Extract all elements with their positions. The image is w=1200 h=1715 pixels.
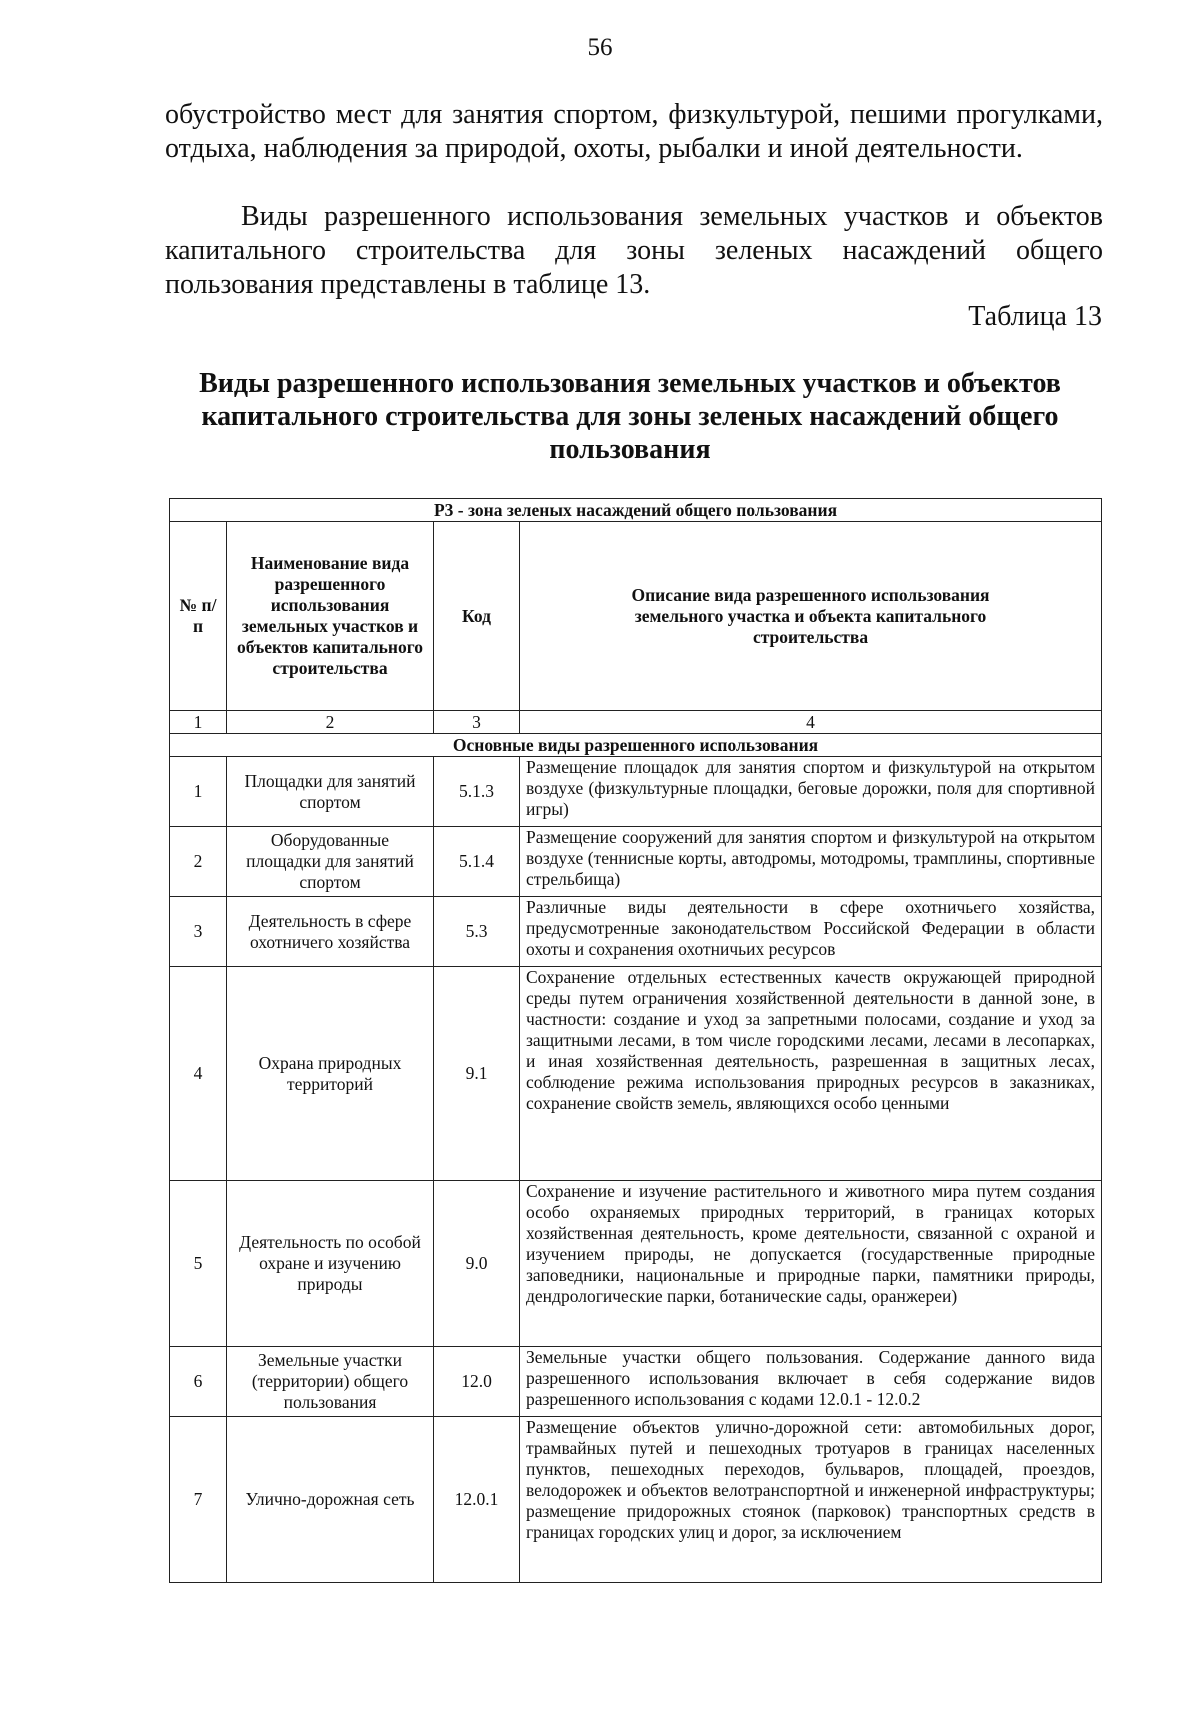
- row-desc: Размещение сооружений для занятия спортом и физкультурой на открытом воздухе (теннисные корты, автодромы, мотодромы, трамплины, спортивные стрельбища): [520, 827, 1102, 897]
- row-desc: Земельные участки общего пользования. Содержание данного вида разрешенного использования включает в себя содержание видов разрешенного использования с кодами 12.0.1 - 12.0.2: [520, 1347, 1102, 1417]
- row-num: 3: [170, 897, 227, 967]
- row-desc: Сохранение и изучение растительного и животного мира путем создания особо охраняемых природных территорий, в границах которых хозяйственная деятельность, кроме деятельности, связанной с охраной и изучением природы, не допускается (государственные природные заповедники, национальные и природные парки, памятники природы, дендрологические парки, ботанические сады, оранжереи): [520, 1181, 1102, 1347]
- row-desc: Различные виды деятельности в сфере охотничьего хозяйства, предусмотренные законодательством Российской Федерации в области охоты и сохранения охотничьих ресурсов: [520, 897, 1102, 967]
- row-name: Оборудованные площадки для занятий спортом: [227, 827, 434, 897]
- row-num: 4: [170, 967, 227, 1181]
- table-label: Таблица 13: [968, 301, 1102, 332]
- table-row: [170, 967, 1102, 1181]
- table-row: [170, 1417, 1102, 1583]
- row-code: 5.1.4: [434, 827, 520, 897]
- zone-header-cell: Р3 - зона зеленых насаждений общего пользования: [170, 499, 1102, 522]
- row-desc: Размещение площадок для занятия спортом и физкультурой на открытом воздухе (физкультурные площадки, беговые дорожки, поля для спортивной игры): [520, 757, 1102, 827]
- row-desc: Сохранение отдельных естественных качеств окружающей природной среды путем ограничения хозяйственной деятельности в данной зоне, в частности: создание и уход за запретными полосами, создание и уход за защитными лесами, в том числе городскими лесами, лесами в лесопарках, и иная хозяйственная деятельность, разрешенная в защитных лесах, соблюдение режима использования природных ресурсов в заказниках, сохранение свойств земель, являющихся особо ценными: [520, 967, 1102, 1181]
- table-row: [170, 757, 1102, 827]
- intro-paragraph: обустройство мест для занятия спортом, физкультурой, пешими прогулками, отдыха, наблюдения за природой, охоты, рыбалки и иной деятельности.: [165, 99, 1103, 164]
- header-code: Код: [434, 522, 520, 711]
- row-num: 1: [170, 757, 227, 827]
- table-title: Виды разрешенного использования земельных участков и объектов капитального строительства для зоны зеленых насаждений общего пользования: [199, 368, 1061, 465]
- header-desc: Описание вида разрешенного использования земельного участка и объекта капитального строительства: [520, 522, 1102, 711]
- column-header-row: [170, 522, 1102, 711]
- row-name: Деятельность в сфере охотничего хозяйства: [227, 897, 434, 967]
- row-name: Деятельность по особой охране и изучению природы: [227, 1181, 434, 1347]
- table-row: [170, 1181, 1102, 1347]
- column-number: 2: [227, 711, 434, 734]
- row-code: 9.1: [434, 967, 520, 1181]
- row-num: 2: [170, 827, 227, 897]
- row-code: 12.0.1: [434, 1417, 520, 1583]
- reference-paragraph: Виды разрешенного использования земельных участков и объектов капитального строительства для зоны зеленых насаждений общего пользования представлены в таблице 13.: [165, 201, 1103, 300]
- table-row: [170, 897, 1102, 967]
- column-number-row: [170, 711, 1102, 734]
- column-number: 4: [520, 711, 1102, 734]
- row-code: 9.0: [434, 1181, 520, 1347]
- column-number: 3: [434, 711, 520, 734]
- page-number: 56: [587, 34, 613, 61]
- row-name: Улично-дорожная сеть: [227, 1417, 434, 1583]
- row-num: 7: [170, 1417, 227, 1583]
- table-row: [170, 1347, 1102, 1417]
- row-code: 12.0: [434, 1347, 520, 1417]
- row-name: Площадки для занятий спортом: [227, 757, 434, 827]
- row-num: 5: [170, 1181, 227, 1347]
- section-row: [170, 734, 1102, 757]
- zone-header-row: [170, 499, 1102, 522]
- row-code: 5.3: [434, 897, 520, 967]
- row-num: 6: [170, 1347, 227, 1417]
- table-row: [170, 827, 1102, 897]
- row-name: Охрана природных территорий: [227, 967, 434, 1181]
- row-code: 5.1.3: [434, 757, 520, 827]
- land-use-table: [169, 498, 1102, 1583]
- column-number: 1: [170, 711, 227, 734]
- row-desc: Размещение объектов улично-дорожной сети: автомобильных дорог, трамвайных путей и пешеходных тротуаров в границах населенных пунктов, пешеходных переходов, бульваров, площадей, проездов, велодорожек и объектов велотранспортной и инженерной инфраструктуры; размещение придорожных стоянок (парковок) транспортных средств в границах городских улиц и дорог, за исключением: [520, 1417, 1102, 1583]
- header-name: Наименование вида разрешенного использования земельных участков и объектов капитального строительства: [227, 522, 434, 711]
- row-name: Земельные участки (территории) общего пользования: [227, 1347, 434, 1417]
- header-num: № п/п: [170, 522, 227, 711]
- section-title: Основные виды разрешенного использования: [170, 734, 1102, 757]
